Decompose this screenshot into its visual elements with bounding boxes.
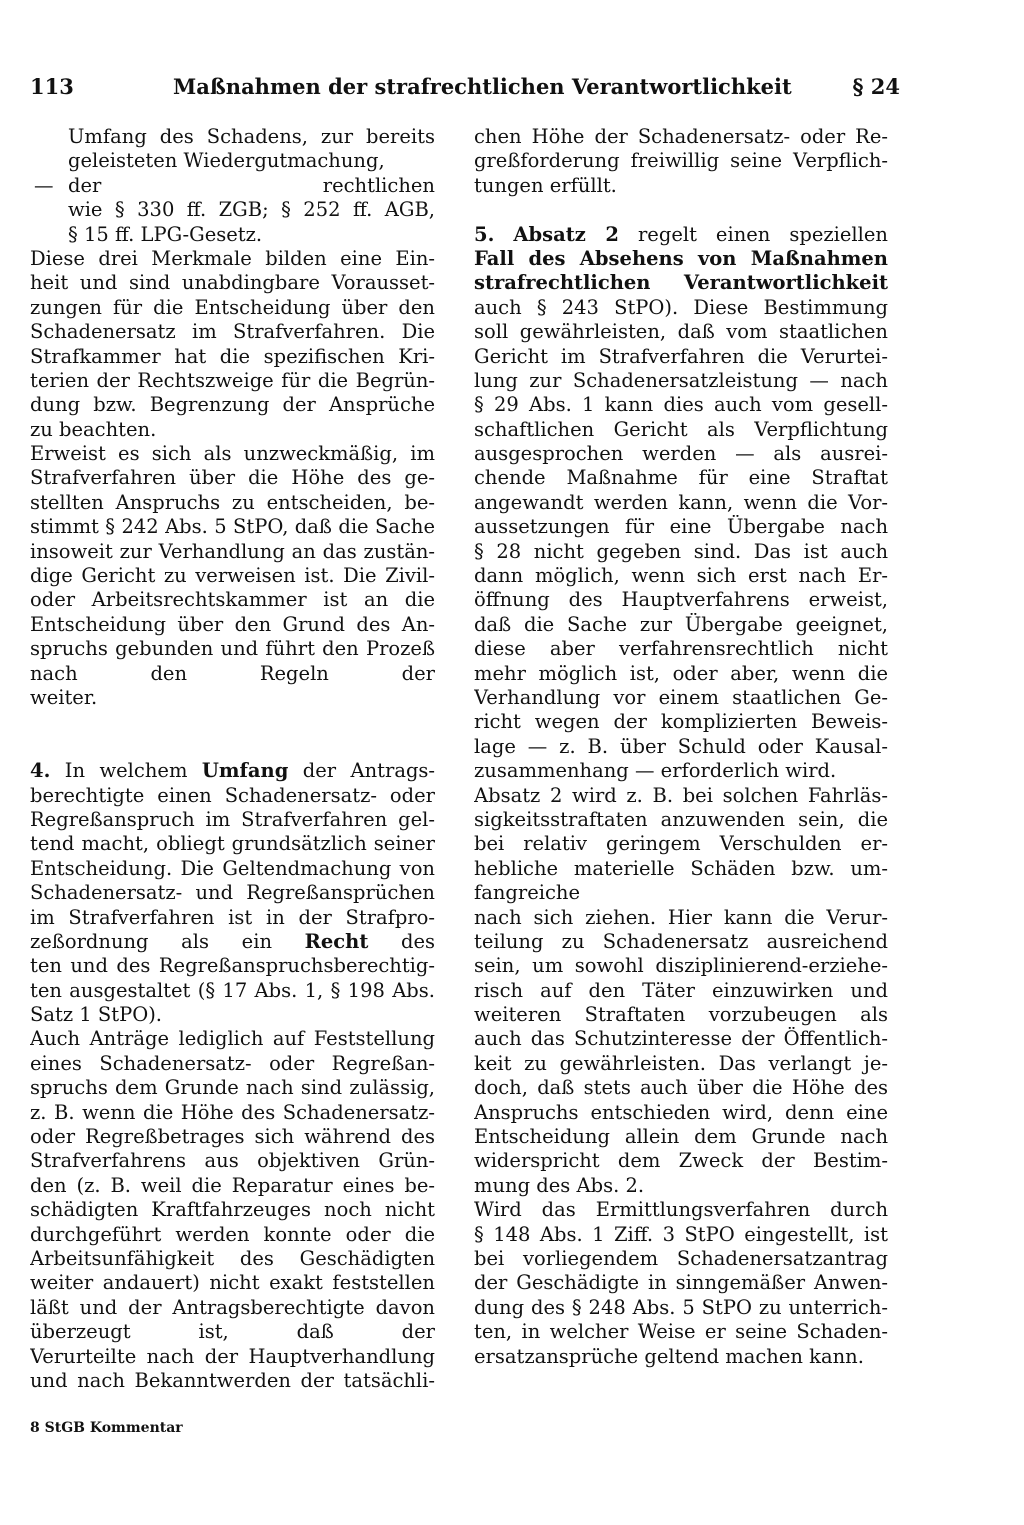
text-line: Regreßanspruch im Strafverfahren gel- [30,807,435,831]
text-line: dung bzw. Begrenzung der Ansprüche [30,393,435,417]
text-line: schädigten Kraftfahrzeuges noch nicht [30,1198,435,1222]
text-line: angewandt werden kann, wenn die Vor- [474,490,888,514]
text-line: aussetzungen für eine Übergabe nach [474,515,888,539]
text-line: keit zu gewährleisten. Das verlangt je- [474,1051,888,1075]
text-line: läßt und der Antragsberechtigte davon [30,1295,435,1319]
text-line: nach sich ziehen. Hier kann die Verur- [474,905,888,929]
text-line: insoweit zur Verhandlung an das zustän- [30,539,435,563]
text-line: Entscheidung über den Grund des An- [30,612,435,636]
text-line: der rechtlichen [68,173,435,197]
running-title: Maßnahmen der strafrechtlichen Verantwortlichkeit [173,74,792,99]
text-line: richt wegen der komplizierten Beweis- [474,710,888,734]
text-line: chen Höhe der Schadenersatz- oder Re- [474,125,888,148]
text-line: Verhandlung vor einem staatlichen Ge- [474,685,888,709]
text-line: § 29 Abs. 1 kann dies auch vom gesell- [474,393,888,417]
text-line: auch § 243 StPO). Diese Bestimmung [474,295,888,319]
text-line: oder Regreßbetrages sich während des [30,1125,435,1149]
text-line: eines Schadenersatz- oder Regreßan- [30,1051,435,1075]
text-line: ausgesprochen werden — als ausrei- [474,442,888,466]
text-line: zu beachten. [30,417,157,441]
text-line: widerspricht dem Zweck der Bestim- [474,1149,888,1173]
text-line: terien der Rechtszweige für die Begrün- [30,368,435,392]
text-line: dann möglich, wenn sich erst nach Er- [474,564,888,588]
text-line: Strafkammer hat die spezifischen Kri- [30,344,435,368]
text-line: Erweist es sich als unzweckmäßig, im [30,442,435,466]
text-line: dung des § 248 Abs. 5 StPO zu unterrich- [474,1295,888,1319]
list-item [30,174,435,198]
text-line: bei vorliegendem Schadenersatzantrag [474,1246,888,1270]
text-line: Wird das Ermittlungsverfahren durch [474,1198,888,1222]
text-line: Absatz 2 wird z. B. bei solchen Fahrläs- [474,783,888,807]
text-line: und nach Bekanntwerden der tatsächli- [30,1368,435,1392]
text-line: sigkeitsstraftaten anzuwenden sein, die [474,807,888,831]
text-line: dige Gericht zu verweisen ist. Die Zivil- [30,564,435,588]
page-header [30,74,900,108]
text-line: ten, in welcher Weise er seine Schaden- [474,1320,888,1344]
text-line: mung des Abs. 2. [474,1173,645,1197]
text-line: zungen für die Entscheidung über den [30,295,435,319]
text-line: stimmt § 242 Abs. 5 StPO, daß die Sache [30,515,435,539]
text-line: zeßordnung als ein Recht des [30,929,435,953]
text-line: der Geschädigte in sinngemäßer Anwen- [474,1271,888,1295]
text-line: § 148 Abs. 1 Ziff. 3 StPO eingestellt, ist [474,1222,888,1246]
text-line: mehr möglich ist, oder aber, wenn die [474,661,888,685]
text-line: Strafverfahrens aus objektiven Grün- [30,1149,435,1173]
left-column [30,125,435,1393]
text-line: spruchs dem Grunde nach sind zulässig, [30,1076,435,1100]
text-line: Diese drei Merkmale bilden eine Ein- [30,246,435,270]
text-line: ersatzansprüche geltend machen kann. [474,1344,864,1368]
text-line: überzeugt ist, daß der [30,1320,435,1344]
text-line: ten und des Regreßanspruchsberechtig- [30,954,435,978]
right-column [474,125,888,1369]
text-line: zusammenhang — erforderlich wird. [474,759,837,783]
text-line: ten ausgestaltet (§ 17 Abs. 1, § 198 Abs. [30,978,435,1002]
text-line: geleisteten Wiedergutmachung, [68,149,385,173]
bold-heading-line: Fall des Absehens von Maßnahmen [474,246,888,270]
text-line: im Strafverfahren ist in der Strafpro- [30,905,435,929]
dash-bullet: — [34,173,54,197]
text-line: bei relativ geringem Verschulden er- [474,832,888,856]
text-line: nach den Regeln der [30,661,435,685]
text-line: weiteren Straftaten vorzubeugen als [474,1003,888,1027]
paragraph-4-first-line: 4. In welchem Umfang der Antrags- [30,759,435,783]
text-line: risch auf den Täter einzuwirken und [474,978,888,1002]
text-line: soll gewährleisten, daß vom staatlichen [474,320,888,344]
page-footer: 8 StGB Kommentar [30,1420,183,1436]
text-line: weiter andauert) nicht exakt feststellen [30,1271,435,1295]
text-line: daß die Sache zur Übergabe geeignet, [474,612,888,636]
text-line: stellten Anspruchs zu entscheiden, be- [30,490,435,514]
text-line: öffnung des Hauptverfahrens erweist, [474,588,888,612]
text-line: schaftlichen Gericht als Verpflichtung [474,417,888,441]
text-line: § 15 ff. LPG-Gesetz. [68,222,263,246]
text-line: lage — z. B. über Schuld oder Kausal- [474,734,888,758]
text-line: teilung zu Schadenersatz ausreichend [474,929,888,953]
text-line: z. B. wenn die Höhe des Schadenersatz- [30,1100,435,1124]
text-line: tend macht, obliegt grundsätzlich seiner [30,832,435,856]
paragraph-number: 5. [474,222,495,246]
keyword-absatz-2: Absatz 2 [513,222,619,246]
text-line: Satz 1 StPO). [30,1003,163,1027]
text-line: Entscheidung allein dem Grunde nach [474,1125,888,1149]
text-line: Auch Anträge lediglich auf Feststellung [30,1027,435,1051]
text-line: oder Arbeitsrechtskammer ist an die [30,588,435,612]
paragraph-5-first-line: 5. Absatz 2 regelt einen speziellen [474,222,888,246]
text-line: chende Maßnahme für eine Straftat [474,466,888,490]
text-line: tungen erfüllt. [474,173,617,197]
text-line: Strafverfahren über die Höhe des ge- [30,466,435,490]
text-line: Schadenersatz- und Regreßansprüchen [30,881,435,905]
text-line: diese aber verfahrensrechtlich nicht [474,637,888,661]
text-line: doch, daß stets auch über die Höhe des [474,1076,888,1100]
text-line: Gericht im Strafverfahren die Verurtei- [474,344,888,368]
paragraph-number: 4. [30,759,51,783]
text-line: heit und sind unabdingbare Vorausset- [30,271,435,295]
text-line: durchgeführt werden konnte oder die [30,1222,435,1246]
text-line: § 28 nicht gegeben sind. Das ist auch [474,539,888,563]
section-marker: § 24 [852,74,900,99]
text-line: greßforderung freiwillig seine Verpflich- [474,149,888,173]
text-line: fangreiche [474,881,581,905]
text-line: strafrechtlichen Verantwortlichkeit [474,271,888,295]
keyword-recht: Recht [304,929,369,953]
keyword-umfang: Umfang [201,759,289,783]
text-line: Anspruchs entschieden wird, denn eine [474,1100,888,1124]
text-line: wie § 330 ff. ZGB; § 252 ff. AGB, [68,198,435,222]
text-line: hebliche materielle Schäden bzw. um- [474,856,888,880]
text-line: den (z. B. weil die Reparatur eines be- [30,1173,435,1197]
text-line: sein, um sowohl disziplinierend-erziehe- [474,954,888,978]
page-number: 113 [30,74,74,99]
text-line: Umfang des Schadens, zur bereits [68,125,435,148]
text-line: lung zur Schadenersatzleistung — nach [474,368,888,392]
text-line: Arbeitsunfähigkeit des Geschädigten [30,1246,435,1270]
text-line: Entscheidung. Die Geltendmachung von [30,856,435,880]
text-line: berechtigte einen Schadenersatz- oder [30,783,435,807]
text-line: Verurteilte nach der Hauptverhandlung [30,1344,435,1368]
text-line: auch das Schutzinteresse der Öffentlich- [474,1027,888,1051]
text-line: weiter. [30,685,98,709]
text-line: Schadenersatz im Strafverfahren. Die [30,320,435,344]
text-line: spruchs gebunden und führt den Prozeß [30,637,435,661]
